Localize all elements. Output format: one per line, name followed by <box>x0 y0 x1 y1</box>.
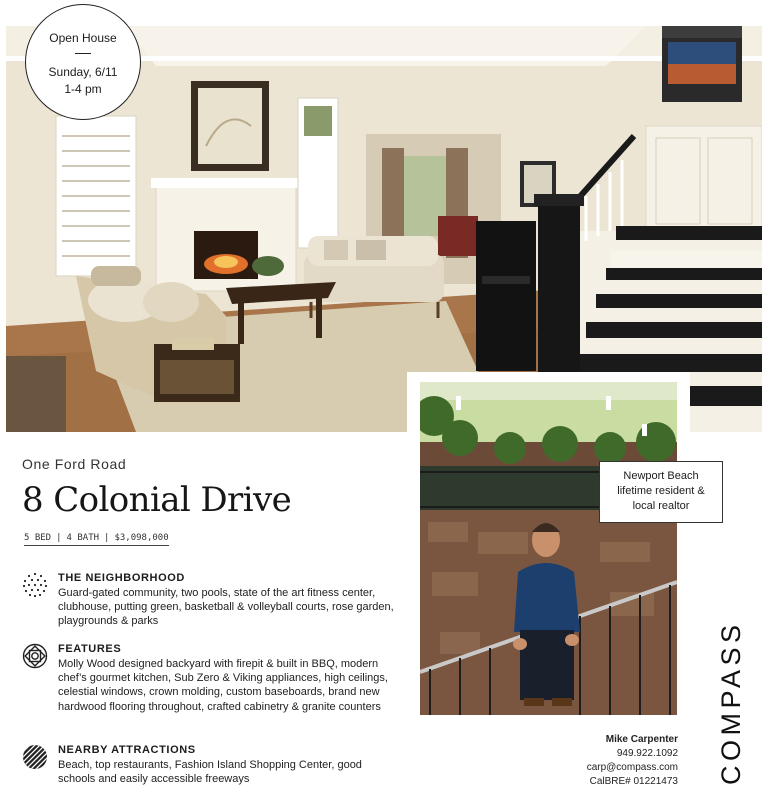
listing-headline: 8 Colonial Drive <box>22 480 292 520</box>
feature-body: Molly Wood designed backyard with firepit & built in BBQ, modern chef’s gourmet kitchen, Sub Zero & Viking appliances, high ceilings, celestial windows, crown molding, custom baseboards, brand new hardwood flooring throughout, crafted cabinetry & granite counters <box>58 658 388 713</box>
agent-email[interactable]: carp@compass.com <box>586 762 678 773</box>
resident-badge-line-3: local realtor <box>632 500 690 512</box>
spec-separator: | <box>104 533 110 543</box>
feature-features <box>22 643 392 733</box>
feature-title: NEARBY ATTRACTIONS <box>58 744 196 756</box>
open-house-badge <box>25 4 141 120</box>
agent-phone[interactable]: 949.922.1092 <box>616 748 678 759</box>
price-value: $3,098,000 <box>114 533 169 543</box>
agent-photo <box>420 382 677 715</box>
spec-separator: | <box>56 533 62 543</box>
feature-neighborhood <box>22 572 392 632</box>
feature-title: FEATURES <box>58 643 122 655</box>
address-line: One Ford Road <box>22 456 127 472</box>
agent-contact <box>587 733 678 789</box>
baths-value: 4 BATH <box>66 533 100 543</box>
agent-name: Mike Carpenter <box>605 734 678 745</box>
agent-license: CalBRE# 01221473 <box>589 776 678 787</box>
dotted-circle-icon <box>22 572 48 598</box>
rosette-icon <box>22 643 48 669</box>
open-house-time: 1-4 pm <box>64 82 102 96</box>
feature-body: Guard-gated community, two pools, state of the art fitness center, clubhouse, putting green, basketball & volleyball courts, rose garden, playgrounds & parks <box>58 587 394 628</box>
agent-illustration <box>420 382 677 715</box>
resident-badge-line-1: Newport Beach <box>623 470 699 482</box>
feature-title: THE NEIGHBORHOOD <box>58 572 185 584</box>
feature-attractions <box>22 744 392 790</box>
feature-body: Beach, top restaurants, Fashion Island Shopping Center, good schools and easily accessible freeways <box>58 759 362 786</box>
listing-specs <box>24 533 169 546</box>
beds-value: 5 BED <box>24 533 52 543</box>
agent-resident-badge <box>599 461 723 523</box>
striped-circle-icon <box>22 744 48 770</box>
agent-photo-frame <box>407 372 690 724</box>
open-house-divider <box>75 53 91 54</box>
resident-badge-line-2: lifetime resident & <box>617 485 705 497</box>
compass-logo: COMPASS <box>716 620 746 785</box>
open-house-title: Open House <box>49 31 117 45</box>
open-house-date: Sunday, 6/11 <box>48 65 118 79</box>
